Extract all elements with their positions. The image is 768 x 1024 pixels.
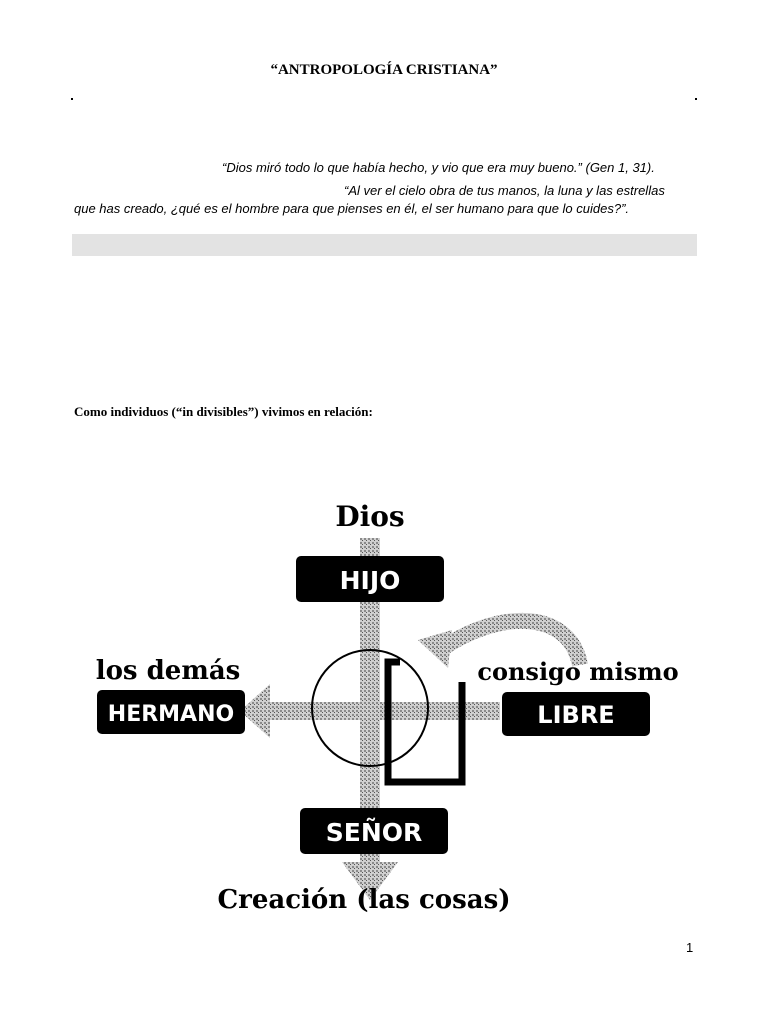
center-bracket: [388, 662, 462, 782]
quote-psalm-line1: “Al ver el cielo obra de tus manos, la luna y las estrellas: [344, 183, 665, 198]
box-hermano-label: HERMANO: [107, 702, 235, 727]
label-consigo-mismo: consigo mismo: [477, 657, 679, 686]
margin-mark-right: [695, 98, 697, 100]
box-libre-label: LIBRE: [537, 701, 615, 729]
self-arrowhead: [418, 630, 452, 668]
relationship-diagram: [80, 490, 700, 920]
margin-mark-left: [71, 98, 73, 100]
quote-psalm-line2: que has creado, ¿qué es el hombre para que pienses en él, el ser humano para que lo cuides?”.: [74, 201, 630, 216]
quote-genesis: “Dios miró todo lo que había hecho, y vio que era muy bueno.” (Gen 1, 31).: [222, 160, 655, 175]
page-number: 1: [686, 940, 694, 955]
label-dios: Dios: [335, 500, 405, 533]
lead-sentence: Como individuos (“in divisibles”) vivimos en relación:: [74, 404, 373, 419]
box-hijo-label: HIJO: [339, 566, 401, 595]
shaded-band: [72, 234, 697, 256]
label-creacion: Creación (las cosas): [217, 885, 511, 915]
box-senor-label: SEÑOR: [325, 818, 423, 847]
label-los-demas: los demás: [95, 656, 241, 686]
document-title: “ANTROPOLOGÍA CRISTIANA”: [270, 62, 498, 78]
